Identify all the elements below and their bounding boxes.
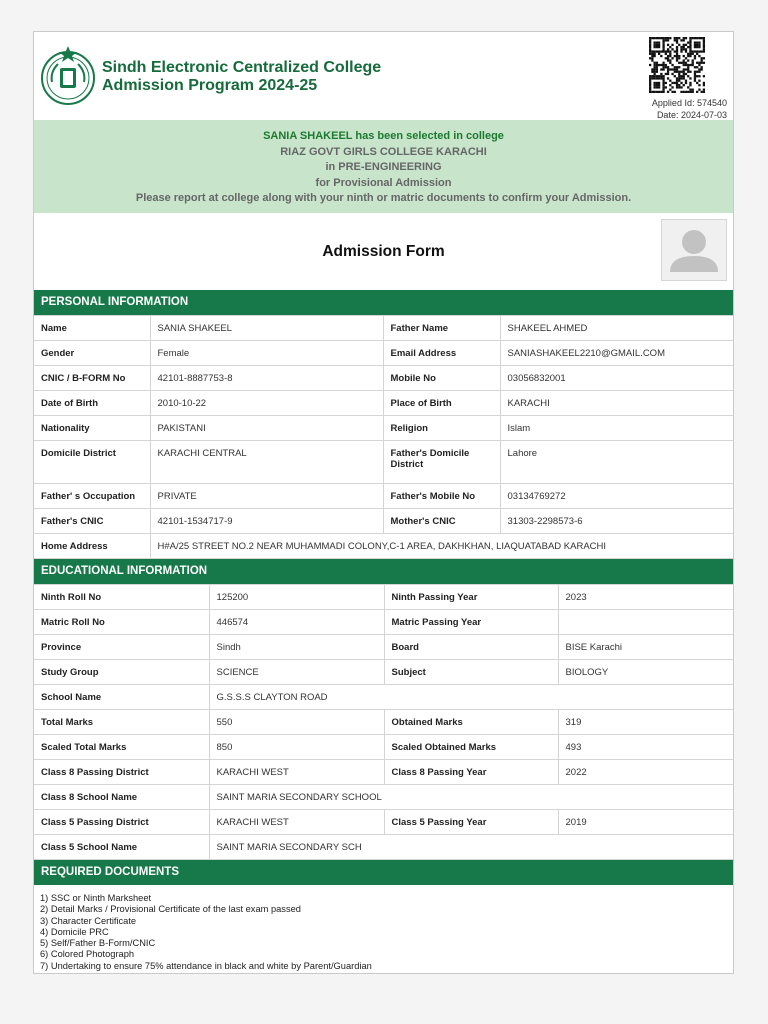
- field-value-religion: Islam: [500, 416, 733, 441]
- field-value-father-name: SHAKEEL AHMED: [500, 316, 733, 341]
- required-documents-heading: REQUIRED DOCUMENTS: [34, 860, 733, 885]
- field-label-province: Province: [34, 635, 209, 660]
- admission-type: for Provisional Admission: [315, 176, 452, 189]
- field-value-total-marks: 550: [209, 710, 384, 735]
- field-value-mother-s-cnic: 31303-2298573-6: [500, 509, 733, 534]
- field-label-cnic-b-form-no: CNIC / B-FORM No: [34, 366, 150, 391]
- field-value-place-of-birth: KARACHI: [500, 391, 733, 416]
- field-label-obtained-marks: Obtained Marks: [384, 710, 558, 735]
- field-label-date-of-birth: Date of Birth: [34, 391, 150, 416]
- list-item: 6) Colored Photograph: [40, 949, 135, 960]
- field-label-mobile-no: Mobile No: [383, 366, 500, 391]
- organization-title: [102, 59, 381, 95]
- personal-info-heading: PERSONAL INFORMATION: [34, 290, 733, 315]
- form-title: Admission Form: [322, 243, 445, 260]
- table-row: [34, 635, 733, 660]
- application-date: Date: 2024-07-03: [656, 110, 727, 120]
- table-row: [34, 735, 733, 760]
- table-row: [34, 585, 733, 610]
- field-value-class-5-school-name: SAINT MARIA SECONDARY SCH: [209, 835, 733, 860]
- table-row: [34, 785, 733, 810]
- field-value-class-8-passing-district: KARACHI WEST: [209, 760, 384, 785]
- field-value-mobile-no: 03056832001: [500, 366, 733, 391]
- field-value-study-group: SCIENCE: [209, 660, 384, 685]
- field-label-matric-roll-no: Matric Roll No: [34, 610, 209, 635]
- list-item: 5) Self/Father B-Form/CNIC: [40, 938, 156, 949]
- field-label-father-s-occupation: Father' s Occupation: [34, 484, 150, 509]
- table-row: [34, 416, 733, 441]
- table-row: [34, 610, 733, 635]
- field-label-class-8-passing-district: Class 8 Passing District: [34, 760, 209, 785]
- field-value-class-5-passing-district: KARACHI WEST: [209, 810, 384, 835]
- field-label-father-s-cnic: Father's CNIC: [34, 509, 150, 534]
- selected-text: has been selected in college: [352, 130, 504, 142]
- table-row: [34, 710, 733, 735]
- field-label-class-8-school-name: Class 8 School Name: [34, 785, 209, 810]
- field-value-home-address: H#A/25 STREET NO.2 NEAR MUHAMMADI COLONY,C-1 AREA, DAKHKHAN, LIAQUATABAD KARACHI: [150, 534, 733, 559]
- field-label-father-s-domicile-district: Father's Domicile District: [383, 441, 500, 484]
- field-label-ninth-roll-no: Ninth Roll No: [34, 585, 209, 610]
- applied-id: Applied Id: 574540: [651, 98, 727, 108]
- educational-info-heading: EDUCATIONAL INFORMATION: [34, 559, 733, 584]
- field-value-province: Sindh: [209, 635, 384, 660]
- field-label-study-group: Study Group: [34, 660, 209, 685]
- list-item: 4) Domicile PRC: [40, 926, 109, 937]
- field-value-scaled-total-marks: 850: [209, 735, 384, 760]
- table-row: [34, 810, 733, 835]
- table-row: [34, 760, 733, 785]
- form-title-bar: [34, 213, 733, 290]
- table-row: [34, 341, 733, 366]
- college-name: RIAZ GOVT GIRLS COLLEGE KARACHI: [280, 145, 487, 158]
- field-label-religion: Religion: [383, 416, 500, 441]
- selection-line: [34, 129, 733, 145]
- field-value-domicile-district: KARACHI CENTRAL: [150, 441, 383, 484]
- field-value-father-s-mobile-no: 03134769272: [500, 484, 733, 509]
- table-row: [34, 685, 733, 710]
- field-value-email-address: SANIASHAKEEL2210@GMAIL.COM: [500, 341, 733, 366]
- field-value-class-8-passing-year: 2022: [558, 760, 733, 785]
- field-value-gender: Female: [150, 341, 383, 366]
- table-row: [34, 660, 733, 685]
- program-name: in PRE-ENGINEERING: [325, 161, 442, 173]
- report-instruction: Please report at college along with your ninth or matric documents to confirm your Admission.: [135, 192, 632, 204]
- field-label-scaled-total-marks: Scaled Total Marks: [34, 735, 209, 760]
- field-label-board: Board: [384, 635, 558, 660]
- sindh-emblem-icon: [40, 44, 96, 106]
- table-row: [34, 484, 733, 509]
- table-row: [34, 366, 733, 391]
- field-label-gender: Gender: [34, 341, 150, 366]
- field-value-father-s-occupation: PRIVATE: [150, 484, 383, 509]
- list-item: 2) Detail Marks / Provisional Certificate of the last exam passed: [40, 904, 301, 915]
- field-value-name: SANIA SHAKEEL: [150, 316, 383, 341]
- table-row: [34, 441, 733, 484]
- table-row: [34, 509, 733, 534]
- required-documents-list: [34, 885, 733, 972]
- field-label-email-address: Email Address: [383, 341, 500, 366]
- user-avatar-icon: [662, 220, 726, 280]
- field-value-school-name: G.S.S.S CLAYTON ROAD: [209, 685, 733, 710]
- qr-code-icon: [649, 37, 705, 93]
- selection-banner: [34, 120, 733, 213]
- field-value-date-of-birth: 2010-10-22: [150, 391, 383, 416]
- field-value-father-s-cnic: 42101-1534717-9: [150, 509, 383, 534]
- field-label-home-address: Home Address: [34, 534, 150, 559]
- educational-info-table: [34, 584, 733, 860]
- field-value-cnic-b-form-no: 42101-8887753-8: [150, 366, 383, 391]
- table-row: [34, 391, 733, 416]
- field-value-class-5-passing-year: 2019: [558, 810, 733, 835]
- field-value-scaled-obtained-marks: 493: [558, 735, 733, 760]
- field-value-matric-roll-no: 446574: [209, 610, 384, 635]
- field-label-father-s-mobile-no: Father's Mobile No: [383, 484, 500, 509]
- form-header: [34, 32, 733, 120]
- field-value-matric-passing-year: [558, 610, 733, 635]
- list-item: 3) Character Certificate: [40, 915, 137, 926]
- list-item: 1) SSC or Ninth Marksheet: [40, 893, 152, 903]
- selected-student-name: SANIA SHAKEEL: [263, 130, 353, 142]
- field-value-board: BISE Karachi: [558, 635, 733, 660]
- field-label-father-name: Father Name: [383, 316, 500, 341]
- field-value-ninth-passing-year: 2023: [558, 585, 733, 610]
- field-label-scaled-obtained-marks: Scaled Obtained Marks: [384, 735, 558, 760]
- admission-form-page: [33, 31, 734, 974]
- field-label-class-5-school-name: Class 5 School Name: [34, 835, 209, 860]
- personal-info-table: [34, 315, 733, 559]
- field-value-subject: BIOLOGY: [558, 660, 733, 685]
- field-value-obtained-marks: 319: [558, 710, 733, 735]
- field-label-domicile-district: Domicile District: [34, 441, 150, 484]
- list-item: 7) Undertaking to ensure 75% attendance in black and white by Parent/Guardian: [40, 960, 372, 971]
- org-line-1: Sindh Electronic Centralized College: [102, 59, 382, 76]
- org-line-2: Admission Program 2024-25: [102, 77, 318, 94]
- student-photo: [661, 219, 727, 281]
- table-row: [34, 835, 733, 860]
- field-value-father-s-domicile-district: Lahore: [500, 441, 733, 484]
- field-label-total-marks: Total Marks: [34, 710, 209, 735]
- application-meta: [652, 97, 727, 121]
- field-label-class-5-passing-district: Class 5 Passing District: [34, 810, 209, 835]
- field-label-name: Name: [34, 316, 150, 341]
- field-label-place-of-birth: Place of Birth: [383, 391, 500, 416]
- field-value-class-8-school-name: SAINT MARIA SECONDARY SCHOOL: [209, 785, 733, 810]
- field-value-nationality: PAKISTANI: [150, 416, 383, 441]
- field-label-ninth-passing-year: Ninth Passing Year: [384, 585, 558, 610]
- field-label-subject: Subject: [384, 660, 558, 685]
- table-row: [34, 534, 733, 559]
- field-value-ninth-roll-no: 125200: [209, 585, 384, 610]
- field-label-nationality: Nationality: [34, 416, 150, 441]
- field-label-class-5-passing-year: Class 5 Passing Year: [384, 810, 558, 835]
- field-label-matric-passing-year: Matric Passing Year: [384, 610, 558, 635]
- table-row: [34, 316, 733, 341]
- field-label-school-name: School Name: [34, 685, 209, 710]
- field-label-class-8-passing-year: Class 8 Passing Year: [384, 760, 558, 785]
- field-label-mother-s-cnic: Mother's CNIC: [383, 509, 500, 534]
